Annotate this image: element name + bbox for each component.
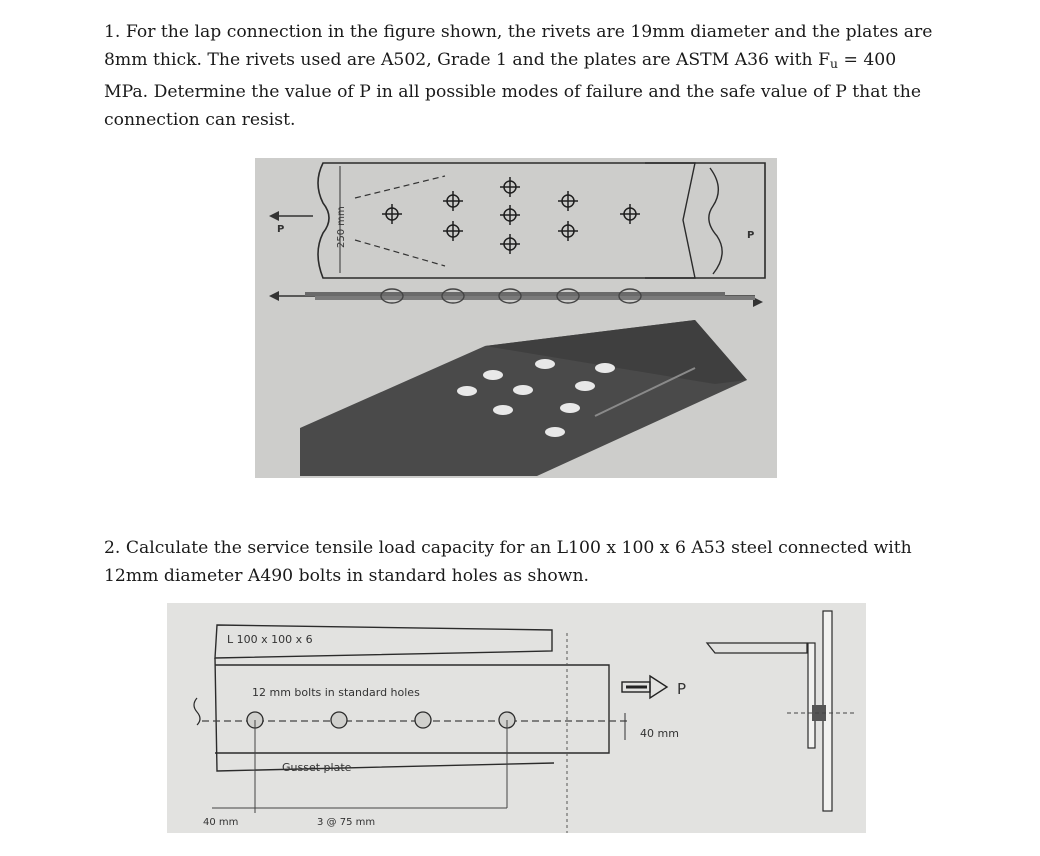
lap-connection-figure: [255, 158, 777, 478]
rivet-mark: [558, 191, 578, 211]
lap-connection-drawing: [255, 158, 777, 478]
load-label: P: [677, 680, 687, 698]
angle-connection-figure: [167, 603, 866, 833]
left-break-line: [194, 698, 200, 725]
problem-1-text: [104, 18, 944, 134]
rivet-mark: [500, 177, 520, 197]
bolt-holes: [247, 712, 515, 728]
fu-subscript: u: [830, 57, 839, 72]
angle-connection-drawing: [167, 603, 866, 833]
upper-plate-outline: [318, 163, 765, 278]
rivet-mark: [558, 221, 578, 241]
gusset-label: Gusset plate: [282, 761, 352, 774]
bolt-hole: [331, 712, 347, 728]
left-load-label: P: [277, 224, 285, 235]
right-load-label: P: [747, 230, 755, 241]
angle-leg-outline: [215, 665, 609, 753]
bolt-hole: [415, 712, 431, 728]
rivet-mark: [500, 205, 520, 225]
rivet-mark: [500, 234, 520, 254]
left-arrowhead: [269, 211, 279, 221]
tapered-plate-edge: [645, 163, 695, 278]
rivet-pattern: [382, 177, 640, 254]
bolts-label: 12 mm bolts in standard holes: [252, 686, 420, 699]
edge-distance-label: 40 mm: [203, 817, 239, 828]
rivet-mark: [382, 204, 402, 224]
rivet-mark: [620, 204, 640, 224]
problem-2-text: 2. Calculate the service tensile load capacity for an L100 x 100 x 6 A53 steel connected with 12mm diameter A490 bolts in standard holes as shown.: [104, 538, 912, 586]
problem-1-text-part1: 1. For the lap connection in the figure shown, the rivets are 19mm diameter and the plates are 8mm thick. The rivets used are A502, Grade 1 and the plates are ASTM A36 with F: [104, 22, 933, 70]
pitch-label: 3 @ 75 mm: [317, 817, 376, 828]
rivet-mark: [443, 221, 463, 241]
dimension-label: 250 mm: [336, 206, 347, 248]
angle-label: L 100 x 100 x 6: [227, 633, 313, 646]
gauge-label: 40 mm: [640, 727, 679, 740]
section-view: [707, 611, 857, 811]
failure-path-lines: [355, 176, 445, 266]
problem-1-text-part2: = 400 MPa. Determine the value of P in all possible modes of failure and the safe value of P that the connection can resist.: [104, 50, 921, 131]
rivet-mark: [443, 191, 463, 211]
side-view: [269, 289, 763, 307]
right-break-line: [709, 168, 722, 274]
load-arrow: [622, 676, 667, 698]
plate-photo: [300, 320, 747, 476]
